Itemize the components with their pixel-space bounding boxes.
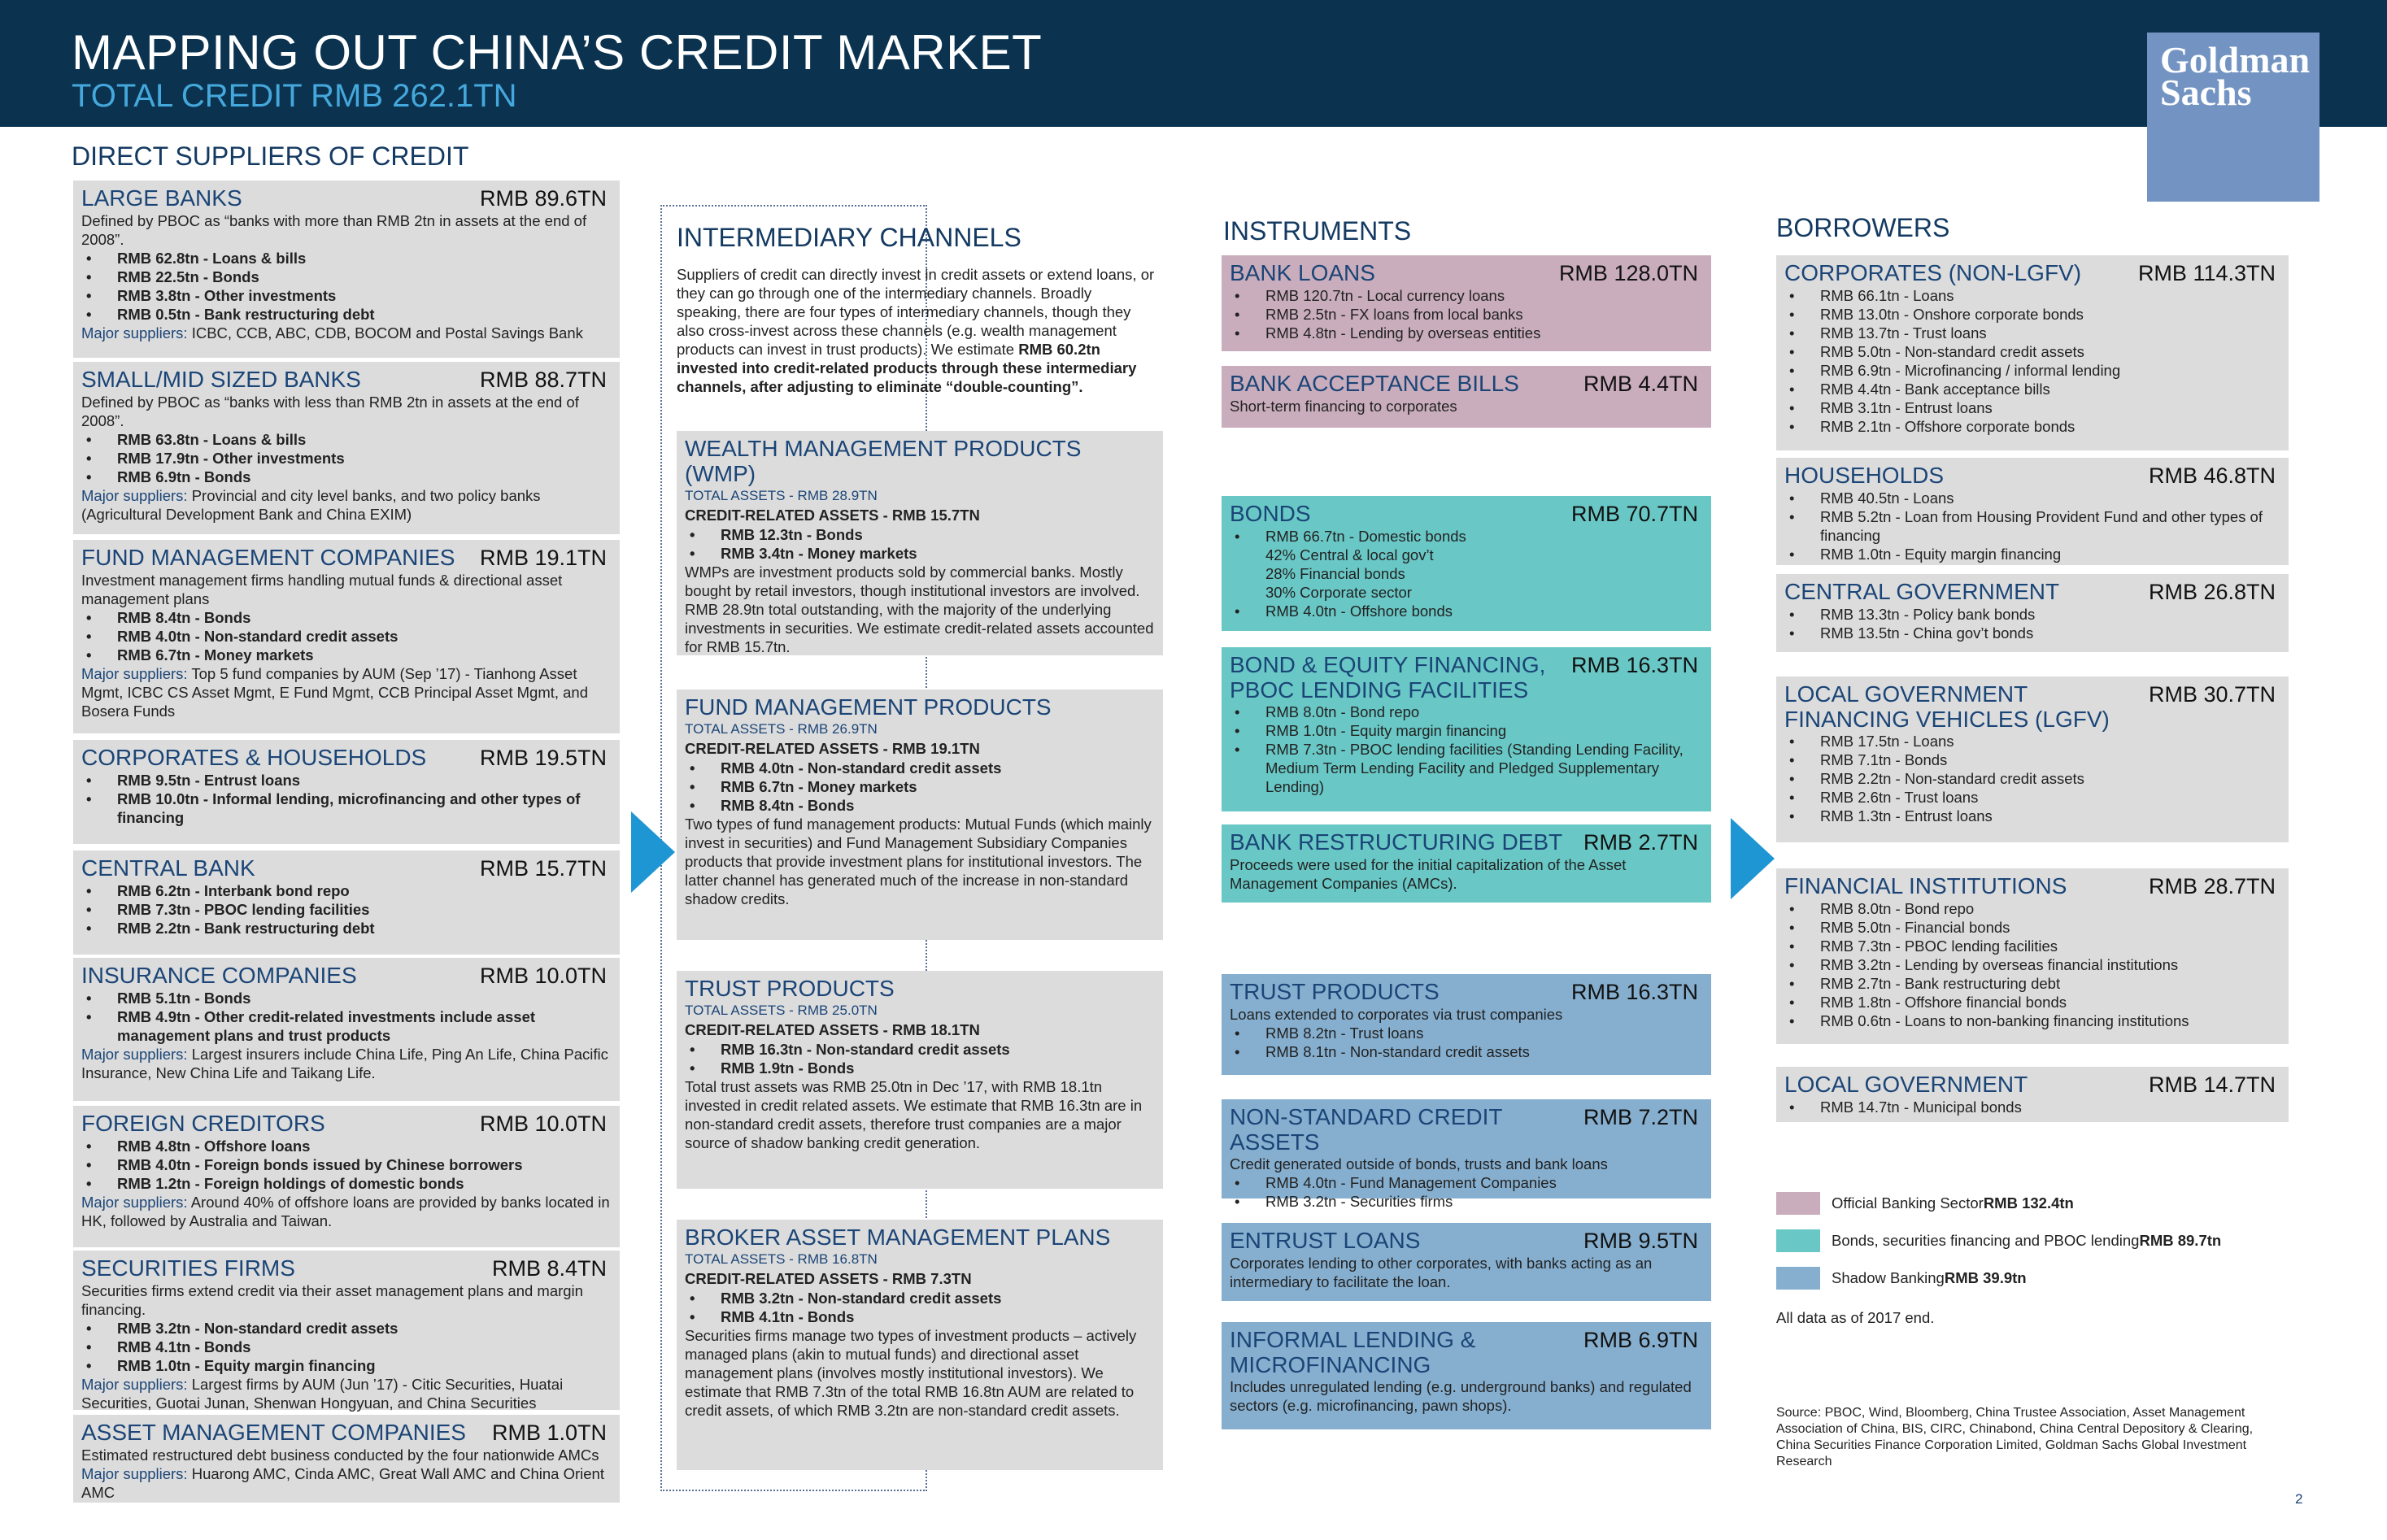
list-item: • RMB 4.0tn - Fund Management Companies: [1230, 1173, 1703, 1192]
suppliers-box-securities-firms: [73, 1251, 620, 1410]
list-item: • RMB 8.0tn - Bond repo: [1230, 703, 1703, 721]
major-suppliers-label: Major suppliers:: [81, 324, 188, 341]
instruments-box-bank-restructuring-debt: [1222, 824, 1711, 903]
instruments-box-bonds: [1222, 496, 1711, 631]
page-title: MAPPING OUT CHINA’S CREDIT MARKET: [72, 25, 1043, 80]
list-item: • RMB 5.0tn - Non-standard credit assets: [1784, 342, 2280, 361]
suppliers-box-corporates-households: [73, 740, 620, 844]
box-header: [1230, 501, 1703, 527]
box-amount: RMB 9.5TN: [1583, 1229, 1698, 1253]
box-description: Defined by PBOC as “banks with less than RMB 2tn in assets at the end of 2008”.: [81, 394, 579, 429]
item-list: [1230, 527, 1703, 620]
list-item: • RMB 2.1tn - Offshore corporate bonds: [1784, 417, 2280, 436]
list-item: • RMB 14.7tn - Municipal bonds: [1784, 1098, 2280, 1116]
list-item: • RMB 3.4tn - Money markets: [685, 544, 1155, 563]
legend-value: RMB 89.7tn: [2139, 1232, 2222, 1249]
intro-bold-text: RMB 60.2tn invested into credit-related products through these intermediary channels, after adjusting to eliminate “double-counting”.: [677, 341, 1137, 395]
box-title: TRUST PRODUCTS: [685, 976, 895, 1001]
list-item: • RMB 3.8tn - Other investments: [81, 286, 612, 305]
list-item: • RMB 12.3tn - Bonds: [685, 525, 1155, 544]
list-item: • RMB 16.3tn - Non-standard credit assets: [685, 1040, 1155, 1059]
box-header: [1230, 829, 1703, 855]
box-description: Two types of fund management products: Mutual Funds (which mainly invest in securities) and Fund Management Subsidiary Companies products that provide investment plans for institutional investors. The latter channel has generated much of the increase in non-standard shadow credits.: [685, 816, 1152, 907]
box-amount: RMB 10.0TN: [479, 1111, 607, 1136]
borrowers-box-corporates-non-lgfv: [1776, 255, 2289, 450]
box-amount: RMB 89.6TN: [479, 186, 607, 211]
list-item: • RMB 6.2tn - Interbank bond repo: [81, 881, 612, 900]
box-header: [685, 694, 1155, 720]
box-description: Loans extended to corporates via trust companies: [1230, 1006, 1563, 1023]
list-item: • RMB 4.9tn - Other credit-related investments include asset management plans and trust products: [81, 1007, 612, 1045]
suppliers-heading: DIRECT SUPPLIERS OF CREDIT: [72, 141, 469, 171]
legend-item: [1776, 1267, 2221, 1290]
instruments-heading: INSTRUMENTS: [1223, 216, 1412, 246]
instruments-box-bond-equity-financing-pboc-lending-facilities: [1222, 647, 1711, 811]
total-assets: TOTAL ASSETS - RMB 28.9TN: [685, 488, 878, 503]
box-description: Credit generated outside of bonds, trusts and bank loans: [1230, 1155, 1608, 1172]
item-list: [685, 759, 1155, 815]
box-title: LARGE BANKS: [81, 185, 242, 211]
box-header: [1784, 1072, 2280, 1098]
instruments-box-non-standard-credit-assets: [1222, 1099, 1711, 1210]
instruments-box-bank-loans: [1222, 255, 1711, 351]
box-description: WMPs are investment products sold by commercial banks. Mostly bought by retail investors, though institutional investors are involved. RMB 28.9tn total outstanding, with the majority of the underlying investments in securities. We estimate credit-related assets accounted for RMB 15.7tn.: [685, 563, 1154, 655]
list-item: • RMB 8.4tn - Bonds: [81, 608, 612, 627]
list-item: • RMB 13.5tn - China gov’t bonds: [1784, 624, 2280, 642]
suppliers-box-asset-management-companies: [73, 1415, 620, 1503]
list-item: • RMB 9.5tn - Entrust loans: [81, 771, 612, 790]
major-suppliers-text: ICBC, CCB, ABC, CDB, BOCOM and Postal Savings Bank: [187, 324, 583, 341]
box-title: CENTRAL BANK: [81, 855, 255, 881]
item-list: [81, 608, 612, 664]
item-list: [81, 881, 612, 937]
list-item: • RMB 120.7tn - Local currency loans: [1230, 286, 1703, 305]
item-list: [81, 989, 612, 1045]
major-suppliers: [81, 1193, 612, 1230]
box-header: [81, 1420, 612, 1446]
box-title: BANK LOANS: [1230, 260, 1375, 285]
list-item: • RMB 4.1tn - Bonds: [81, 1338, 612, 1356]
box-header: [81, 545, 612, 571]
list-item: • RMB 6.9tn - Bonds: [81, 468, 612, 486]
list-item: • RMB 3.2tn - Lending by overseas financial institutions: [1784, 955, 2280, 974]
item-list: [1784, 1098, 2280, 1116]
channels-box-wealth-management-products-wmp: [677, 431, 1163, 655]
box-header: [1230, 1228, 1703, 1254]
box-header: [1230, 260, 1703, 286]
item-list: [685, 525, 1155, 563]
channels-box-broker-asset-management-plans: [677, 1220, 1163, 1470]
box-title: WEALTH MANAGEMENT PRODUCTS (WMP): [685, 436, 1082, 486]
box-title: SMALL/MID SIZED BANKS: [81, 367, 361, 392]
box-title: TRUST PRODUCTS: [1230, 979, 1440, 1004]
item-list: [1230, 1024, 1703, 1061]
box-title: ENTRUST LOANS: [1230, 1228, 1421, 1253]
borrowers-box-local-government-financing-vehicles-lgfv: [1776, 676, 2289, 842]
borrowers-heading: BORROWERS: [1776, 213, 1950, 242]
intro-text: Suppliers of credit can directly invest in credit assets or extend loans, or they can go through one of the intermediary channels. Broadly speaking, there are four types of intermediary channels, though they also cross-invest across these channels (e.g. wealth management products can invest in trust products). We estimate: [677, 266, 1155, 358]
total-assets: TOTAL ASSETS - RMB 26.9TN: [685, 721, 878, 737]
box-title: SECURITIES FIRMS: [81, 1255, 295, 1281]
box-amount: RMB 8.4TN: [491, 1256, 607, 1281]
suppliers-box-foreign-creditors: [73, 1106, 620, 1247]
item-list: [1230, 1173, 1703, 1211]
box-description: Total trust assets was RMB 25.0tn in Dec ’17, with RMB 18.1tn invested in credit related assets. We estimate that RMB 16.3tn are in non-standard credit assets, therefore trust companies are a major source of shadow banking credit generation.: [685, 1078, 1143, 1151]
item-list: [1784, 489, 2280, 563]
box-title: HOUSEHOLDS: [1784, 463, 1945, 488]
box-header: [81, 1111, 612, 1137]
item-list: [1784, 732, 2280, 825]
list-item: • RMB 2.2tn - Non-standard credit assets: [1784, 769, 2280, 788]
box-title: BROKER ASSET MANAGEMENT PLANS: [685, 1225, 1111, 1250]
list-item: • RMB 3.2tn - Non-standard credit assets: [81, 1319, 612, 1338]
box-header: [81, 185, 612, 211]
list-item: • RMB 5.2tn - Loan from Housing Provident Fund and other types of financing: [1784, 507, 2280, 545]
page-number: 2: [2295, 1491, 2303, 1507]
channels-box-trust-products: [677, 971, 1163, 1189]
box-amount: RMB 70.7TN: [1570, 502, 1698, 526]
channels-box-fund-management-products: [677, 690, 1163, 940]
item-list: [1230, 703, 1703, 796]
major-suppliers-label: Major suppliers:: [81, 487, 188, 504]
source-note: Source: PBOC, Wind, Bloomberg, China Trustee Association, Asset Management Association of China, BIS, CIRC, Chinabond, China Central Depository & Clearing, China Securities Finance Corporation Limited, Goldman Sachs Global Investment Research: [1776, 1406, 2254, 1468]
credit-related-assets: CREDIT-RELATED ASSETS - RMB 15.7TN: [685, 507, 980, 524]
major-suppliers: [81, 1464, 612, 1502]
box-amount: RMB 4.4TN: [1583, 372, 1698, 396]
legend-swatch: [1776, 1229, 1820, 1252]
box-header: [1784, 579, 2280, 605]
box-header: [1784, 681, 2280, 732]
instruments-box-bank-acceptance-bills: [1222, 366, 1711, 428]
box-title: LOCAL GOVERNMENT: [1784, 1072, 2028, 1097]
list-item: • RMB 4.1tn - Bonds: [685, 1307, 1155, 1326]
item-list: [1784, 286, 2280, 436]
box-title: INFORMAL LENDING & MICROFINANCING: [1230, 1327, 1476, 1377]
legend-swatch: [1776, 1192, 1820, 1215]
box-header: [81, 963, 612, 989]
instruments-box-trust-products: [1222, 974, 1711, 1075]
box-title: BONDS: [1230, 501, 1311, 526]
list-item: • RMB 2.6tn - Trust loans: [1784, 788, 2280, 807]
major-suppliers-text: Huarong AMC, Cinda AMC, Great Wall AMC and China Orient AMC: [81, 1465, 604, 1501]
box-amount: RMB 128.0TN: [1558, 261, 1698, 285]
list-item: • RMB 10.0tn - Informal lending, microfinancing and other types of financing: [81, 790, 612, 827]
list-item: • RMB 8.0tn - Bond repo: [1784, 899, 2280, 918]
legend-swatch: [1776, 1267, 1820, 1290]
box-amount: RMB 14.7TN: [2148, 1072, 2276, 1097]
legend-item: [1776, 1229, 2221, 1252]
major-suppliers-label: Major suppliers:: [81, 1465, 188, 1482]
list-item: • RMB 6.7tn - Money markets: [685, 777, 1155, 796]
legend-label: Official Banking Sector: [1832, 1194, 1984, 1212]
list-item: • RMB 1.0tn - Equity margin financing: [1230, 721, 1703, 740]
legend-item: [1776, 1192, 2221, 1215]
box-header: [685, 436, 1155, 486]
suppliers-box-small-mid-sized-banks: [73, 362, 620, 534]
list-item: • RMB 4.8tn - Lending by overseas entities: [1230, 324, 1703, 342]
legend-value: RMB 39.9tn: [1944, 1269, 2027, 1286]
item-list: [81, 430, 612, 486]
credit-related-assets: CREDIT-RELATED ASSETS - RMB 7.3TN: [685, 1270, 972, 1287]
list-item: • RMB 1.8tn - Offshore financial bonds: [1784, 993, 2280, 1011]
box-title: FUND MANAGEMENT COMPANIES: [81, 545, 455, 570]
arrow-right-icon: [631, 811, 675, 893]
item-list: [81, 771, 612, 827]
major-suppliers-text: Largest firms by AUM (Jun ’17) - Citic Securities, Huatai Securities, Guotai Junan, Shenwan Hongyuan, and China Securities: [81, 1376, 564, 1412]
box-amount: RMB 7.2TN: [1583, 1105, 1698, 1129]
legend-label: Bonds, securities financing and PBOC lending: [1832, 1232, 2140, 1249]
box-amount: RMB 28.7TN: [2148, 874, 2276, 898]
box-amount: RMB 46.8TN: [2148, 463, 2276, 488]
box-header: [81, 367, 612, 393]
channels-intro: [677, 265, 1158, 396]
major-suppliers-text: Largest insurers include China Life, Ping An Life, China Pacific Insurance, New China Life and Taikang Life.: [81, 1046, 608, 1081]
credit-related-assets: CREDIT-RELATED ASSETS - RMB 18.1TN: [685, 1021, 980, 1038]
borrowers-box-central-government: [1776, 574, 2289, 652]
box-header: [685, 1225, 1155, 1250]
major-suppliers: [81, 486, 612, 524]
box-header: [1784, 463, 2280, 489]
box-header: [1230, 1104, 1703, 1155]
list-item: • RMB 1.9tn - Bonds: [685, 1059, 1155, 1077]
box-title: ASSET MANAGEMENT COMPANIES: [81, 1420, 466, 1445]
legend: [1776, 1192, 2221, 1304]
box-description: Defined by PBOC as “banks with more than RMB 2tn in assets at the end of 2008”.: [81, 212, 587, 248]
list-item: • RMB 0.6tn - Loans to non-banking financing institutions: [1784, 1011, 2280, 1030]
total-assets: TOTAL ASSETS - RMB 25.0TN: [685, 1003, 878, 1018]
box-description: Proceeds were used for the initial capitalization of the Asset Management Companies (AMCs).: [1230, 856, 1627, 892]
box-description: Investment management firms handling mutual funds & directional asset management plans: [81, 572, 563, 607]
total-assets: TOTAL ASSETS - RMB 16.8TN: [685, 1251, 878, 1267]
item-list: [1784, 605, 2280, 642]
arrow-right-icon: [1731, 818, 1775, 899]
list-item: • RMB 17.5tn - Loans: [1784, 732, 2280, 750]
list-item: • RMB 1.2tn - Foreign holdings of domestic bonds: [81, 1174, 612, 1193]
major-suppliers-label: Major suppliers:: [81, 1376, 188, 1393]
box-amount: RMB 10.0TN: [479, 964, 607, 988]
list-item: • RMB 4.0tn - Foreign bonds issued by Chinese borrowers: [81, 1155, 612, 1174]
item-list: [1784, 899, 2280, 1030]
instruments-box-informal-lending-microfinancing: [1222, 1322, 1711, 1429]
list-item: • RMB 13.7tn - Trust loans: [1784, 324, 2280, 342]
item-list: [81, 1319, 612, 1375]
list-item: • RMB 3.2tn - Non-standard credit assets: [685, 1289, 1155, 1307]
box-description: Corporates lending to other corporates, with banks acting as an intermediary to facilitate the loan.: [1230, 1255, 1653, 1290]
box-amount: RMB 114.3TN: [2137, 261, 2276, 285]
list-item: • RMB 4.8tn - Offshore loans: [81, 1137, 612, 1155]
box-header: [81, 1255, 612, 1281]
box-header: [1230, 652, 1703, 703]
box-description: Securities firms manage two types of investment products – actively managed plans (akin to mutual funds) and directional asset management plans (involves mostly institutional investors). We estimate that RMB 7.3tn of the total RMB 16.8tn AUM are related to credit assets, of which RMB 3.2tn are non-standard credit assets.: [685, 1327, 1137, 1419]
major-suppliers-label: Major suppliers:: [81, 1194, 188, 1211]
box-title: LOCAL GOVERNMENT FINANCING VEHICLES (LGFV): [1784, 681, 2110, 732]
list-item: • RMB 8.4tn - Bonds: [685, 796, 1155, 815]
list-item: • RMB 6.7tn - Money markets: [81, 646, 612, 664]
box-header: [1784, 873, 2280, 899]
box-title: INSURANCE COMPANIES: [81, 963, 357, 988]
list-item: • RMB 1.0tn - Equity margin financing: [81, 1356, 612, 1375]
list-item: • RMB 66.1tn - Loans: [1784, 286, 2280, 305]
box-title: BANK ACCEPTANCE BILLS: [1230, 371, 1519, 396]
list-item: • RMB 3.1tn - Entrust loans: [1784, 398, 2280, 417]
box-description: Short-term financing to corporates: [1230, 398, 1457, 415]
borrowers-box-local-government: [1776, 1067, 2289, 1122]
legend-value: RMB 132.4tn: [1983, 1194, 2074, 1212]
box-title: BANK RESTRUCTURING DEBT: [1230, 829, 1563, 855]
box-header: [1230, 979, 1703, 1005]
major-suppliers-label: Major suppliers:: [81, 665, 188, 682]
list-item: • RMB 5.0tn - Financial bonds: [1784, 918, 2280, 937]
list-item: • RMB 1.0tn - Equity margin financing: [1784, 545, 2280, 563]
box-description: Estimated restructured debt business conducted by the four nationwide AMCs: [81, 1446, 599, 1464]
item-list: [685, 1040, 1155, 1077]
box-header: [1784, 260, 2280, 286]
list-item: • RMB 1.3tn - Entrust loans: [1784, 807, 2280, 825]
box-title: FOREIGN CREDITORS: [81, 1111, 325, 1136]
box-title: FINANCIAL INSTITUTIONS: [1784, 873, 2067, 898]
list-item: • RMB 5.1tn - Bonds: [81, 989, 612, 1007]
item-list: [685, 1289, 1155, 1326]
list-item: • RMB 0.5tn - Bank restructuring debt: [81, 305, 612, 324]
list-item: • RMB 22.5tn - Bonds: [81, 268, 612, 286]
list-item: • RMB 7.3tn - PBOC lending facilities: [81, 900, 612, 919]
list-item: • RMB 2.5tn - FX loans from local banks: [1230, 305, 1703, 324]
box-description: Securities firms extend credit via their asset management plans and margin financing.: [81, 1282, 583, 1318]
channels-heading: INTERMEDIARY CHANNELS: [677, 223, 1021, 252]
box-title: CORPORATES & HOUSEHOLDS: [81, 745, 427, 770]
box-amount: RMB 88.7TN: [479, 368, 607, 392]
box-amount: RMB 19.5TN: [479, 746, 607, 770]
box-header: [81, 745, 612, 771]
page-subtitle: TOTAL CREDIT RMB 262.1TN: [72, 78, 517, 114]
major-suppliers: [81, 324, 612, 342]
box-amount: RMB 16.3TN: [1570, 980, 1698, 1004]
list-item: • RMB 6.9tn - Microfinancing / informal lending: [1784, 361, 2280, 380]
list-item: • RMB 40.5tn - Loans: [1784, 489, 2280, 507]
box-title: FUND MANAGEMENT PRODUCTS: [685, 694, 1052, 720]
list-item: • RMB 17.9tn - Other investments: [81, 449, 612, 468]
list-item: • RMB 8.2tn - Trust loans: [1230, 1024, 1703, 1042]
list-item: • RMB 4.0tn - Non-standard credit assets: [685, 759, 1155, 777]
major-suppliers-label: Major suppliers:: [81, 1046, 188, 1063]
box-header: [685, 976, 1155, 1001]
major-suppliers: [81, 1375, 612, 1412]
box-title: CORPORATES (NON-LGFV): [1784, 260, 2082, 285]
box-title: BOND & EQUITY FINANCING, PBOC LENDING FACILITIES: [1230, 652, 1546, 703]
box-amount: RMB 19.1TN: [479, 546, 607, 570]
box-header: [81, 855, 612, 881]
list-item: • RMB 4.0tn - Non-standard credit assets: [81, 627, 612, 646]
list-item: • RMB 7.3tn - PBOC lending facilities: [1784, 937, 2280, 955]
data-note: All data as of 2017 end.: [1776, 1309, 1935, 1326]
list-item: • RMB 62.8tn - Loans & bills: [81, 249, 612, 268]
box-description: Includes unregulated lending (e.g. underground banks) and regulated sectors (e.g. microfinancing, pawn shops).: [1230, 1378, 1692, 1414]
box-header: [1230, 1327, 1703, 1377]
suppliers-box-central-bank: [73, 850, 620, 955]
box-amount: RMB 26.8TN: [2148, 580, 2276, 604]
box-title: CENTRAL GOVERNMENT: [1784, 579, 2060, 604]
major-suppliers-text: Provincial and city level banks, and two policy banks (Agricultural Development Bank and China EXIM): [81, 487, 541, 523]
box-amount: RMB 6.9TN: [1583, 1328, 1698, 1352]
item-list: [81, 1137, 612, 1193]
legend-label: Shadow Banking: [1832, 1269, 1945, 1286]
box-amount: RMB 2.7TN: [1583, 830, 1698, 855]
item-list: [81, 249, 612, 324]
box-amount: RMB 1.0TN: [491, 1420, 607, 1445]
list-item: • RMB 7.3tn - PBOC lending facilities (Standing Lending Facility, Medium Term Lending Facility and Pledged Supplementary Lending): [1230, 740, 1703, 796]
list-item: • RMB 4.0tn - Offshore bonds: [1230, 602, 1703, 620]
list-item: • RMB 13.3tn - Policy bank bonds: [1784, 605, 2280, 624]
box-amount: RMB 30.7TN: [2148, 682, 2276, 707]
credit-related-assets: CREDIT-RELATED ASSETS - RMB 19.1TN: [685, 740, 980, 757]
list-item: • RMB 66.7tn - Domestic bonds 42% Central & local gov’t 28% Financial bonds 30% Corporate sector: [1230, 527, 1703, 602]
list-item: • RMB 2.2tn - Bank restructuring debt: [81, 919, 612, 937]
box-title: NON-STANDARD CREDIT ASSETS: [1230, 1104, 1502, 1155]
suppliers-box-fund-management-companies: [73, 540, 620, 733]
instruments-box-entrust-loans: [1222, 1223, 1711, 1301]
box-amount: RMB 16.3TN: [1570, 653, 1698, 677]
borrowers-box-financial-institutions: [1776, 868, 2289, 1044]
list-item: • RMB 3.2tn - Securities firms: [1230, 1192, 1703, 1211]
major-suppliers-text: Around 40% of offshore loans are provided by banks located in HK, followed by Australia and Taiwan.: [81, 1194, 610, 1229]
major-suppliers: [81, 664, 612, 720]
suppliers-box-insurance-companies: [73, 958, 620, 1101]
list-item: • RMB 7.1tn - Bonds: [1784, 750, 2280, 769]
list-item: • RMB 13.0tn - Onshore corporate bonds: [1784, 305, 2280, 324]
list-item: • RMB 2.7tn - Bank restructuring debt: [1784, 974, 2280, 993]
box-header: [1230, 371, 1703, 397]
suppliers-box-large-banks: [73, 181, 620, 358]
major-suppliers-text: Top 5 fund companies by AUM (Sep ’17) - Tianhong Asset Mgmt, ICBC CS Asset Mgmt, E Fund Mgmt, CCB Principal Asset Mgmt, and Bosera Funds: [81, 665, 589, 720]
major-suppliers: [81, 1045, 612, 1082]
list-item: • RMB 63.8tn - Loans & bills: [81, 430, 612, 449]
list-item: • RMB 4.4tn - Bank acceptance bills: [1784, 380, 2280, 398]
goldman-sachs-logo: Goldman Sachs: [2147, 33, 2319, 202]
item-list: [1230, 286, 1703, 342]
borrowers-box-households: [1776, 458, 2289, 565]
box-amount: RMB 15.7TN: [479, 856, 607, 881]
list-item: • RMB 8.1tn - Non-standard credit assets: [1230, 1042, 1703, 1061]
header-banner: [0, 0, 2387, 127]
